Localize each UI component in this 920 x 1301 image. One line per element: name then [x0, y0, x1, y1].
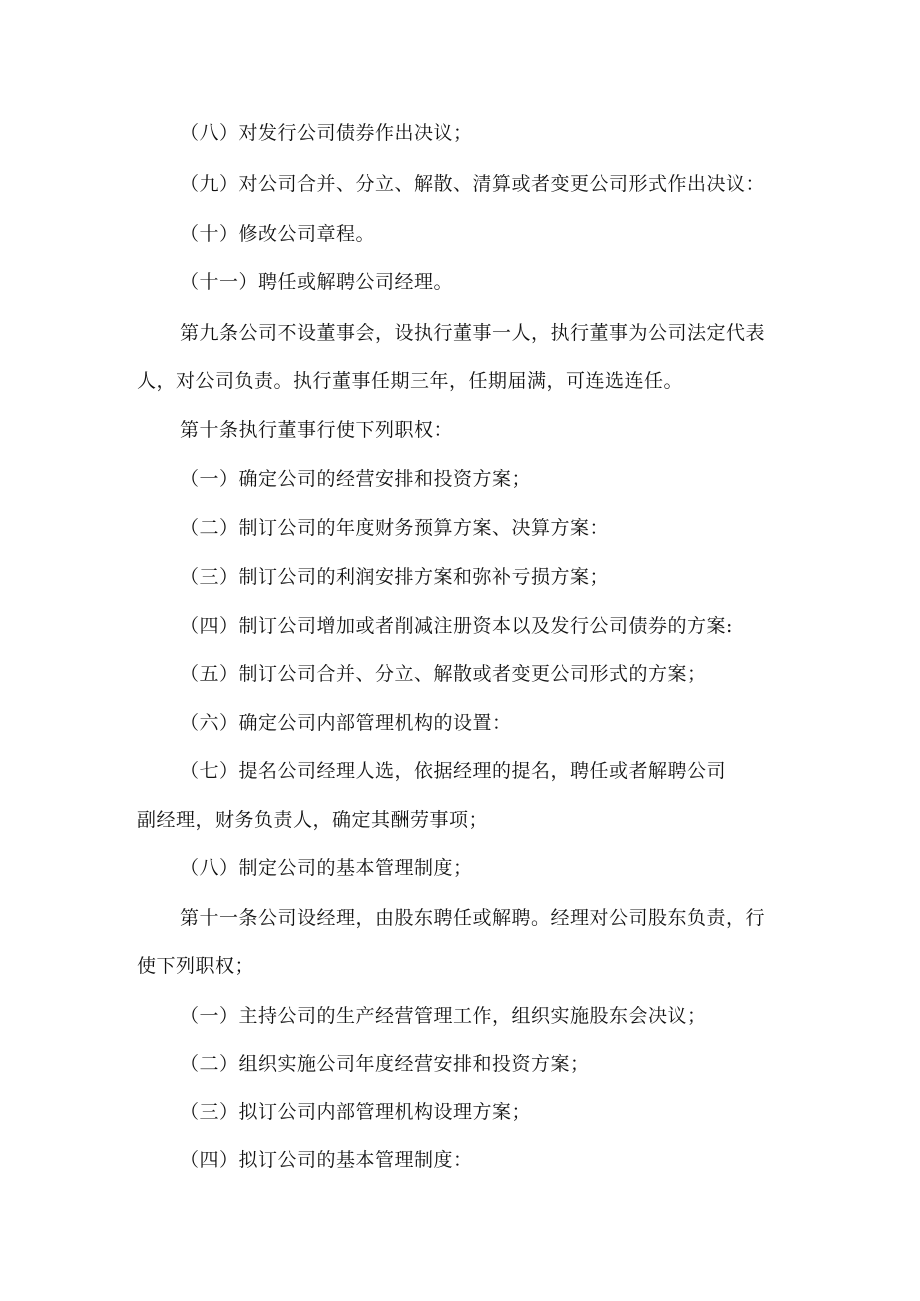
clause-line: （四）制订公司增加或者削减注册资本以及发行公司债券的方案:: [180, 615, 733, 637]
clause-line: （四）拟订公司的基本管理制度：: [180, 1149, 473, 1171]
article-line: 第十一条公司设经理，由股东聘任或解聘。经理对公司股东负责，行: [180, 907, 766, 929]
clause-line: （八）对发行公司债券作出决议；: [180, 122, 473, 144]
clause-line-continuation: 副经理，财务负责人，确定其酬劳事项；: [137, 809, 489, 831]
article-line: 第九条公司不设董事会，设执行董事一人，执行董事为公司法定代表: [180, 322, 766, 344]
clause-line: （二）组织实施公司年度经营安排和投资方案；: [180, 1053, 590, 1075]
clause-line: （一）主持公司的生产经营管理工作，组织实施股东会决议；: [180, 1005, 707, 1027]
clause-line: （八）制定公司的基本管理制度；: [180, 857, 473, 879]
clause-line: （三）拟订公司内部管理机构设理方案；: [180, 1101, 532, 1123]
clause-line: （十一）聘任或解聘公司经理。: [180, 271, 454, 293]
clause-line: （三）制订公司的利润安排方案和弥补亏损方案；: [180, 566, 610, 588]
article-line-continuation: 人，对公司负责。执行董事任期三年，任期届满，可连选连任。: [137, 370, 684, 392]
article-line-continuation: 使下列职权；: [137, 955, 255, 977]
article-line: 第十条执行董事行使下列职权：: [180, 419, 454, 441]
clause-line: （七）提名公司经理人选，依据经理的提名，聘任或者解聘公司: [180, 760, 727, 782]
clause-line: （九）对公司合并、分立、解散、清算或者变更公司形式作出决议：: [180, 173, 766, 195]
clause-line: （六）确定公司内部管理机构的设置：: [180, 712, 512, 734]
clause-line: （五）制订公司合并、分立、解散或者变更公司形式的方案；: [180, 663, 707, 685]
clause-line: （一）确定公司的经营安排和投资方案；: [180, 468, 532, 490]
clause-line: （十）修改公司章程。: [180, 223, 376, 245]
clause-line: （二）制订公司的年度财务预算方案、决算方案：: [180, 517, 610, 539]
